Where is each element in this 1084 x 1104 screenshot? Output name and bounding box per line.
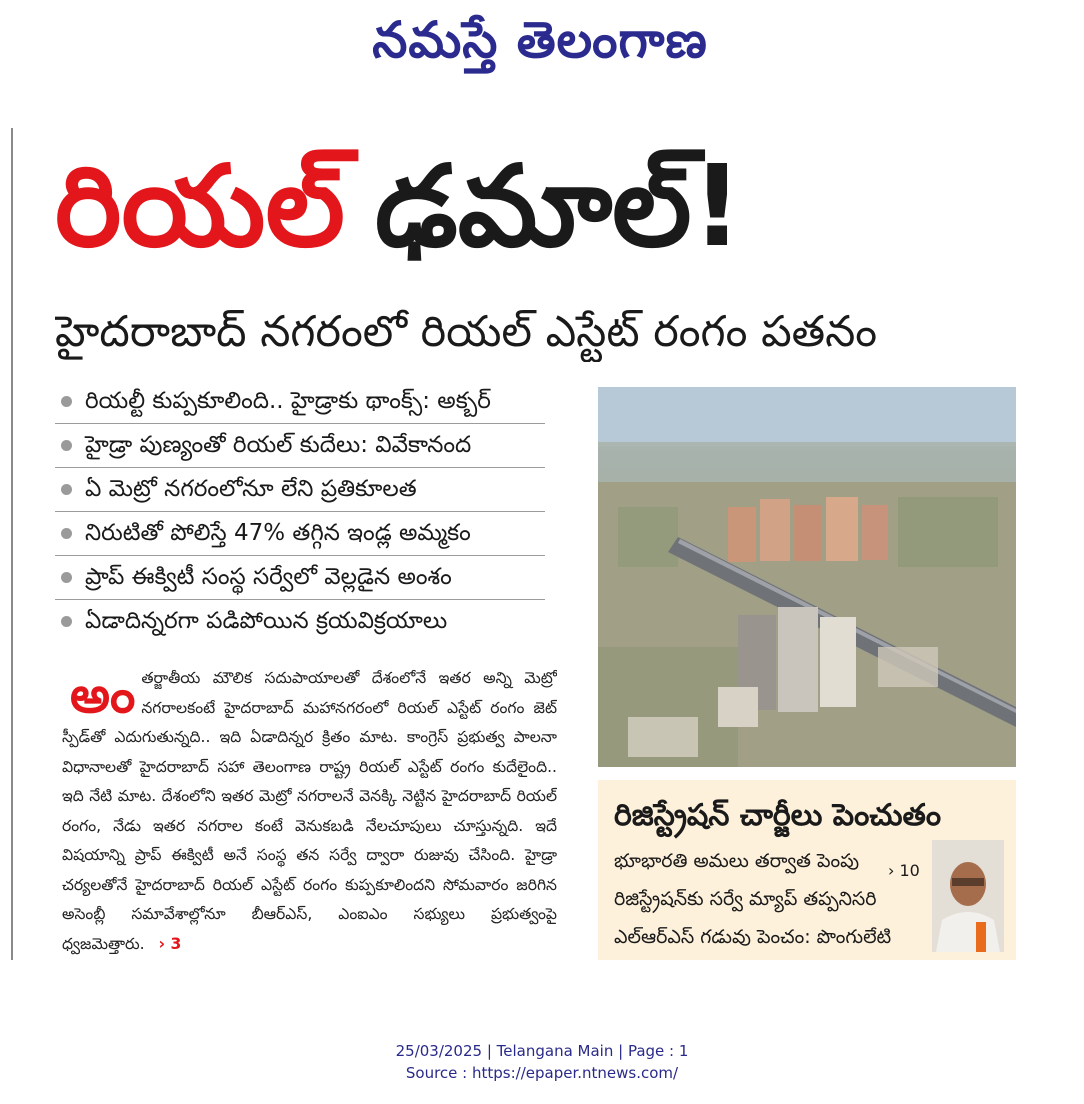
bullet-text: హైడ్రా పుణ్యంతో రియల్ కుదేలు: వివేకానంద xyxy=(85,432,472,458)
bullet-text: ప్రాప్ ఈక్విటీ సంస్థ సర్వేలో వెల్లడైన అంశం xyxy=(85,564,452,590)
bullet-dot-icon xyxy=(61,484,72,495)
bullet-text: ఏ మెట్రో నగరంలోనూ లేని ప్రతికూలత xyxy=(85,476,417,502)
footer-source: Source : https://epaper.ntnews.com/ xyxy=(405,1064,679,1082)
masthead-logo: నమస్తే తెలంగాణ xyxy=(372,10,708,69)
headline-part-black: ఢమాల్! xyxy=(374,142,743,272)
city-skyline-photo xyxy=(598,387,1016,767)
bullet-item xyxy=(55,556,545,600)
sidebar-news-box xyxy=(598,780,1016,960)
sub-headline: హైదరాబాద్ నగరంలో రియల్ ఎస్టేట్ రంగం పతనం xyxy=(55,307,878,357)
bullet-text: రియల్టీ కుప్పకూలింది.. హైడ్రాకు థాంక్స్: అక్బర్ xyxy=(85,388,491,414)
sidebox-item: రిజిస్ట్రేషన్‌కు సర్వే మ్యాప్ తప్పనిసరి xyxy=(614,888,877,910)
footer-edition-info: 25/03/2025 | Telangana Main | Page : 1 xyxy=(395,1042,689,1060)
minister-photo xyxy=(932,840,1004,952)
bullet-text: ఏడాదిన్నరగా పడిపోయిన క్రయవిక్రయాలు xyxy=(85,608,448,634)
bullet-text: నిరుటితో పోలిస్తే 47% తగ్గిన ఇండ్ల అమ్మకం xyxy=(85,520,471,546)
bullet-item xyxy=(55,424,545,468)
left-column-rule xyxy=(11,128,13,960)
headline-part-red: రియల్ xyxy=(55,142,345,272)
article-dropcap: అం xyxy=(70,666,136,724)
bullet-item xyxy=(55,600,545,643)
sidebox-item: భూభారతి అమలు తర్వాత పెంపు xyxy=(614,850,860,872)
continued-page-link[interactable]: › 3 xyxy=(158,934,182,953)
bullet-item xyxy=(55,380,545,424)
bullet-dot-icon xyxy=(61,616,72,627)
sidebox-item: ఎల్ఆర్ఎస్ గడువు పెంచం: పొంగులేటి xyxy=(614,926,892,948)
sidebox-title: రిజిస్ట్రేషన్ చార్జీలు పెంచుతం xyxy=(614,798,942,833)
main-headline xyxy=(55,132,1015,282)
bullet-dot-icon xyxy=(61,528,72,539)
bullet-item xyxy=(55,468,545,512)
article-text: తర్జాతీయ మౌలిక సదుపాయాలతో దేశంలోనే ఇతర అన్ని మెట్రో నగరాలకంటే హైదరాబాద్ మహానగరంలో రియల్ ఎస్టేట్ రంగం జెట్ స్పీడ్‌తో ఎదుగుతున్నది.. ఇది ఏడాదిన్నర క్రితం మాట. కాంగ్రెస్ ప్రభుత్వ పాలనా విధానాలతో హైదరాబాద్ సహా తెలంగాణ రాష్ట్ర రియల్ ఎస్టేట్ రంగం కుదేలైంది.. ఇది నేటి మాట. దేశంలోని ఇతర మెట్రో నగరాలనే వెనక్కి నెట్టిన హైదరాబాద్ రియల్ రంగం, నేడు ఇతర నగరాల కంటే వెనుకబడి నేలచూపులు చూస్తున్నది. ఇదే విషయాన్ని ప్రాప్ ఈక్విటీ అనే సంస్థ తన సర్వే ద్వారా రుజువు చేసింది. హైడ్రా చర్యలతోనే హైదరాబాద్ రియల్ ఎస్టేట్ రంగం కుప్పకూలిందని సోమవారం జరిగిన అసెంబ్లీ సమావేశాల్లోనూ బీఆర్ఎస్, ఎంఐఎం సభ్యులు ప్రభుత్వంపై ధ్వజమెత్తారు. xyxy=(62,669,557,953)
bullet-item xyxy=(55,512,545,556)
bullet-dot-icon xyxy=(61,396,72,407)
person-portrait-icon xyxy=(932,840,1004,952)
aerial-city-illustration xyxy=(598,387,1016,767)
page-footer xyxy=(0,1040,1084,1084)
sidebox-page-ref[interactable]: › 10 xyxy=(888,861,920,880)
bullet-dot-icon xyxy=(61,440,72,451)
article-body xyxy=(62,664,557,964)
bullet-dot-icon xyxy=(61,572,72,583)
highlight-bullets xyxy=(55,380,545,643)
